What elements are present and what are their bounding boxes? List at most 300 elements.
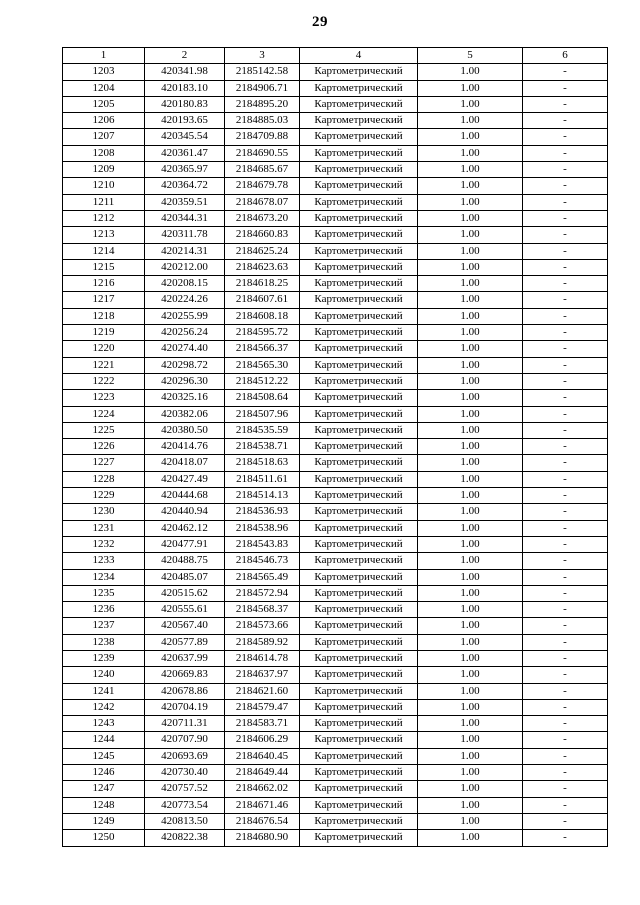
point-number-cell: 1213 bbox=[63, 227, 145, 243]
x-coordinate-cell: 420180.83 bbox=[145, 96, 225, 112]
table-row bbox=[63, 683, 608, 699]
y-coordinate-cell: 2184512.22 bbox=[225, 373, 300, 389]
accuracy-cell: 1.00 bbox=[418, 797, 523, 813]
method-cell: Картометрический bbox=[300, 618, 418, 634]
x-coordinate-cell: 420444.68 bbox=[145, 488, 225, 504]
header-row bbox=[63, 48, 608, 64]
x-coordinate-cell: 420208.15 bbox=[145, 276, 225, 292]
y-coordinate-cell: 2184589.92 bbox=[225, 634, 300, 650]
accuracy-cell: 1.00 bbox=[418, 373, 523, 389]
method-cell: Картометрический bbox=[300, 308, 418, 324]
table-row bbox=[63, 781, 608, 797]
x-coordinate-cell: 420345.54 bbox=[145, 129, 225, 145]
accuracy-cell: 1.00 bbox=[418, 178, 523, 194]
method-cell: Картометрический bbox=[300, 569, 418, 585]
y-coordinate-cell: 2184640.45 bbox=[225, 748, 300, 764]
method-cell: Картометрический bbox=[300, 96, 418, 112]
y-coordinate-cell: 2184906.71 bbox=[225, 80, 300, 96]
table-row bbox=[63, 292, 608, 308]
point-number-cell: 1205 bbox=[63, 96, 145, 112]
x-coordinate-cell: 420567.40 bbox=[145, 618, 225, 634]
point-number-cell: 1212 bbox=[63, 210, 145, 226]
y-coordinate-cell: 2184566.37 bbox=[225, 341, 300, 357]
point-number-cell: 1233 bbox=[63, 553, 145, 569]
accuracy-cell: 1.00 bbox=[418, 471, 523, 487]
y-coordinate-cell: 2184538.71 bbox=[225, 439, 300, 455]
description-cell: - bbox=[523, 716, 608, 732]
y-coordinate-cell: 2184536.93 bbox=[225, 504, 300, 520]
method-cell: Картометрический bbox=[300, 650, 418, 666]
table-row bbox=[63, 667, 608, 683]
y-coordinate-cell: 2184895.20 bbox=[225, 96, 300, 112]
y-coordinate-cell: 2184546.73 bbox=[225, 553, 300, 569]
y-coordinate-cell: 2184649.44 bbox=[225, 765, 300, 781]
accuracy-cell: 1.00 bbox=[418, 618, 523, 634]
description-cell: - bbox=[523, 797, 608, 813]
y-coordinate-cell: 2184538.96 bbox=[225, 520, 300, 536]
table-row bbox=[63, 129, 608, 145]
y-coordinate-cell: 2184621.60 bbox=[225, 683, 300, 699]
accuracy-cell: 1.00 bbox=[418, 325, 523, 341]
description-cell: - bbox=[523, 113, 608, 129]
point-number-cell: 1246 bbox=[63, 765, 145, 781]
point-number-cell: 1221 bbox=[63, 357, 145, 373]
point-number-cell: 1238 bbox=[63, 634, 145, 650]
accuracy-cell: 1.00 bbox=[418, 341, 523, 357]
method-cell: Картометрический bbox=[300, 162, 418, 178]
accuracy-cell: 1.00 bbox=[418, 585, 523, 601]
x-coordinate-cell: 420730.40 bbox=[145, 765, 225, 781]
table-row bbox=[63, 113, 608, 129]
point-number-cell: 1229 bbox=[63, 488, 145, 504]
x-coordinate-cell: 420382.06 bbox=[145, 406, 225, 422]
y-coordinate-cell: 2184565.30 bbox=[225, 357, 300, 373]
y-coordinate-cell: 2184595.72 bbox=[225, 325, 300, 341]
accuracy-cell: 1.00 bbox=[418, 276, 523, 292]
method-cell: Картометрический bbox=[300, 341, 418, 357]
accuracy-cell: 1.00 bbox=[418, 455, 523, 471]
method-cell: Картометрический bbox=[300, 373, 418, 389]
method-cell: Картометрический bbox=[300, 259, 418, 275]
table-row bbox=[63, 830, 608, 846]
table-row bbox=[63, 471, 608, 487]
table-row bbox=[63, 504, 608, 520]
accuracy-cell: 1.00 bbox=[418, 194, 523, 210]
table-row bbox=[63, 585, 608, 601]
accuracy-cell: 1.00 bbox=[418, 227, 523, 243]
method-cell: Картометрический bbox=[300, 227, 418, 243]
description-cell: - bbox=[523, 308, 608, 324]
description-cell: - bbox=[523, 292, 608, 308]
y-coordinate-cell: 2184625.24 bbox=[225, 243, 300, 259]
accuracy-cell: 1.00 bbox=[418, 210, 523, 226]
description-cell: - bbox=[523, 406, 608, 422]
accuracy-cell: 1.00 bbox=[418, 716, 523, 732]
y-coordinate-cell: 2184572.94 bbox=[225, 585, 300, 601]
x-coordinate-cell: 420757.52 bbox=[145, 781, 225, 797]
point-number-cell: 1232 bbox=[63, 536, 145, 552]
table-row bbox=[63, 227, 608, 243]
y-coordinate-cell: 2184583.71 bbox=[225, 716, 300, 732]
accuracy-cell: 1.00 bbox=[418, 781, 523, 797]
description-cell: - bbox=[523, 325, 608, 341]
method-cell: Картометрический bbox=[300, 80, 418, 96]
point-number-cell: 1206 bbox=[63, 113, 145, 129]
table-row bbox=[63, 732, 608, 748]
description-cell: - bbox=[523, 145, 608, 161]
method-cell: Картометрический bbox=[300, 797, 418, 813]
method-cell: Картометрический bbox=[300, 699, 418, 715]
description-cell: - bbox=[523, 373, 608, 389]
method-cell: Картометрический bbox=[300, 439, 418, 455]
description-cell: - bbox=[523, 569, 608, 585]
point-number-cell: 1211 bbox=[63, 194, 145, 210]
y-coordinate-cell: 2184671.46 bbox=[225, 797, 300, 813]
method-cell: Картометрический bbox=[300, 129, 418, 145]
point-number-cell: 1230 bbox=[63, 504, 145, 520]
table-row bbox=[63, 488, 608, 504]
point-number-cell: 1203 bbox=[63, 64, 145, 80]
table-row bbox=[63, 813, 608, 829]
accuracy-cell: 1.00 bbox=[418, 259, 523, 275]
description-cell: - bbox=[523, 178, 608, 194]
table-row bbox=[63, 308, 608, 324]
table-row bbox=[63, 569, 608, 585]
y-coordinate-cell: 2184507.96 bbox=[225, 406, 300, 422]
table-row bbox=[63, 357, 608, 373]
x-coordinate-cell: 420637.99 bbox=[145, 650, 225, 666]
x-coordinate-cell: 420704.19 bbox=[145, 699, 225, 715]
x-coordinate-cell: 420214.31 bbox=[145, 243, 225, 259]
point-number-cell: 1208 bbox=[63, 145, 145, 161]
x-coordinate-cell: 420822.38 bbox=[145, 830, 225, 846]
column-header-3: 3 bbox=[225, 48, 300, 64]
point-number-cell: 1228 bbox=[63, 471, 145, 487]
method-cell: Картометрический bbox=[300, 634, 418, 650]
accuracy-cell: 1.00 bbox=[418, 129, 523, 145]
table-row bbox=[63, 341, 608, 357]
table-row bbox=[63, 439, 608, 455]
y-coordinate-cell: 2184618.25 bbox=[225, 276, 300, 292]
description-cell: - bbox=[523, 471, 608, 487]
accuracy-cell: 1.00 bbox=[418, 113, 523, 129]
method-cell: Картометрический bbox=[300, 504, 418, 520]
point-number-cell: 1220 bbox=[63, 341, 145, 357]
x-coordinate-cell: 420418.07 bbox=[145, 455, 225, 471]
method-cell: Картометрический bbox=[300, 488, 418, 504]
accuracy-cell: 1.00 bbox=[418, 683, 523, 699]
table-row bbox=[63, 325, 608, 341]
y-coordinate-cell: 2185142.58 bbox=[225, 64, 300, 80]
point-number-cell: 1248 bbox=[63, 797, 145, 813]
y-coordinate-cell: 2184685.67 bbox=[225, 162, 300, 178]
table-row bbox=[63, 390, 608, 406]
x-coordinate-cell: 420311.78 bbox=[145, 227, 225, 243]
accuracy-cell: 1.00 bbox=[418, 308, 523, 324]
table-row bbox=[63, 276, 608, 292]
method-cell: Картометрический bbox=[300, 813, 418, 829]
x-coordinate-cell: 420380.50 bbox=[145, 422, 225, 438]
description-cell: - bbox=[523, 439, 608, 455]
x-coordinate-cell: 420440.94 bbox=[145, 504, 225, 520]
accuracy-cell: 1.00 bbox=[418, 488, 523, 504]
description-cell: - bbox=[523, 455, 608, 471]
method-cell: Картометрический bbox=[300, 732, 418, 748]
y-coordinate-cell: 2184623.63 bbox=[225, 259, 300, 275]
table-row bbox=[63, 194, 608, 210]
method-cell: Картометрический bbox=[300, 553, 418, 569]
accuracy-cell: 1.00 bbox=[418, 813, 523, 829]
table-header bbox=[63, 48, 608, 64]
table-row bbox=[63, 178, 608, 194]
x-coordinate-cell: 420707.90 bbox=[145, 732, 225, 748]
description-cell: - bbox=[523, 276, 608, 292]
description-cell: - bbox=[523, 699, 608, 715]
y-coordinate-cell: 2184535.59 bbox=[225, 422, 300, 438]
table-row bbox=[63, 96, 608, 112]
y-coordinate-cell: 2184511.61 bbox=[225, 471, 300, 487]
x-coordinate-cell: 420693.69 bbox=[145, 748, 225, 764]
y-coordinate-cell: 2184568.37 bbox=[225, 602, 300, 618]
x-coordinate-cell: 420427.49 bbox=[145, 471, 225, 487]
point-number-cell: 1236 bbox=[63, 602, 145, 618]
column-header-5: 5 bbox=[418, 48, 523, 64]
point-number-cell: 1247 bbox=[63, 781, 145, 797]
point-number-cell: 1222 bbox=[63, 373, 145, 389]
x-coordinate-cell: 420555.61 bbox=[145, 602, 225, 618]
x-coordinate-cell: 420274.40 bbox=[145, 341, 225, 357]
table-body bbox=[63, 64, 608, 846]
table-row bbox=[63, 797, 608, 813]
y-coordinate-cell: 2184579.47 bbox=[225, 699, 300, 715]
point-number-cell: 1239 bbox=[63, 650, 145, 666]
method-cell: Картометрический bbox=[300, 406, 418, 422]
description-cell: - bbox=[523, 390, 608, 406]
accuracy-cell: 1.00 bbox=[418, 80, 523, 96]
table-row bbox=[63, 406, 608, 422]
method-cell: Картометрический bbox=[300, 765, 418, 781]
method-cell: Картометрический bbox=[300, 536, 418, 552]
point-number-cell: 1242 bbox=[63, 699, 145, 715]
table-row bbox=[63, 536, 608, 552]
point-number-cell: 1241 bbox=[63, 683, 145, 699]
description-cell: - bbox=[523, 341, 608, 357]
y-coordinate-cell: 2184607.61 bbox=[225, 292, 300, 308]
accuracy-cell: 1.00 bbox=[418, 504, 523, 520]
table-row bbox=[63, 634, 608, 650]
method-cell: Картометрический bbox=[300, 292, 418, 308]
accuracy-cell: 1.00 bbox=[418, 64, 523, 80]
point-number-cell: 1225 bbox=[63, 422, 145, 438]
accuracy-cell: 1.00 bbox=[418, 634, 523, 650]
x-coordinate-cell: 420365.97 bbox=[145, 162, 225, 178]
y-coordinate-cell: 2184680.90 bbox=[225, 830, 300, 846]
x-coordinate-cell: 420477.91 bbox=[145, 536, 225, 552]
accuracy-cell: 1.00 bbox=[418, 650, 523, 666]
x-coordinate-cell: 420364.72 bbox=[145, 178, 225, 194]
accuracy-cell: 1.00 bbox=[418, 569, 523, 585]
y-coordinate-cell: 2184678.07 bbox=[225, 194, 300, 210]
description-cell: - bbox=[523, 129, 608, 145]
table-row bbox=[63, 145, 608, 161]
table-row bbox=[63, 210, 608, 226]
x-coordinate-cell: 420515.62 bbox=[145, 585, 225, 601]
method-cell: Картометрический bbox=[300, 194, 418, 210]
description-cell: - bbox=[523, 210, 608, 226]
table-row bbox=[63, 373, 608, 389]
y-coordinate-cell: 2184709.88 bbox=[225, 129, 300, 145]
y-coordinate-cell: 2184606.29 bbox=[225, 732, 300, 748]
accuracy-cell: 1.00 bbox=[418, 830, 523, 846]
method-cell: Картометрический bbox=[300, 178, 418, 194]
method-cell: Картометрический bbox=[300, 585, 418, 601]
accuracy-cell: 1.00 bbox=[418, 406, 523, 422]
description-cell: - bbox=[523, 488, 608, 504]
method-cell: Картометрический bbox=[300, 357, 418, 373]
y-coordinate-cell: 2184608.18 bbox=[225, 308, 300, 324]
table-row bbox=[63, 422, 608, 438]
accuracy-cell: 1.00 bbox=[418, 520, 523, 536]
x-coordinate-cell: 420341.98 bbox=[145, 64, 225, 80]
x-coordinate-cell: 420414.76 bbox=[145, 439, 225, 455]
method-cell: Картометрический bbox=[300, 683, 418, 699]
accuracy-cell: 1.00 bbox=[418, 390, 523, 406]
description-cell: - bbox=[523, 813, 608, 829]
x-coordinate-cell: 420183.10 bbox=[145, 80, 225, 96]
y-coordinate-cell: 2184514.13 bbox=[225, 488, 300, 504]
table-row bbox=[63, 748, 608, 764]
y-coordinate-cell: 2184676.54 bbox=[225, 813, 300, 829]
table-row bbox=[63, 520, 608, 536]
y-coordinate-cell: 2184565.49 bbox=[225, 569, 300, 585]
point-number-cell: 1249 bbox=[63, 813, 145, 829]
description-cell: - bbox=[523, 618, 608, 634]
x-coordinate-cell: 420678.86 bbox=[145, 683, 225, 699]
accuracy-cell: 1.00 bbox=[418, 162, 523, 178]
description-cell: - bbox=[523, 194, 608, 210]
description-cell: - bbox=[523, 732, 608, 748]
y-coordinate-cell: 2184637.97 bbox=[225, 667, 300, 683]
method-cell: Картометрический bbox=[300, 145, 418, 161]
accuracy-cell: 1.00 bbox=[418, 553, 523, 569]
x-coordinate-cell: 420813.50 bbox=[145, 813, 225, 829]
x-coordinate-cell: 420344.31 bbox=[145, 210, 225, 226]
x-coordinate-cell: 420325.16 bbox=[145, 390, 225, 406]
description-cell: - bbox=[523, 553, 608, 569]
x-coordinate-cell: 420485.07 bbox=[145, 569, 225, 585]
accuracy-cell: 1.00 bbox=[418, 357, 523, 373]
description-cell: - bbox=[523, 683, 608, 699]
description-cell: - bbox=[523, 634, 608, 650]
column-header-6: 6 bbox=[523, 48, 608, 64]
accuracy-cell: 1.00 bbox=[418, 667, 523, 683]
accuracy-cell: 1.00 bbox=[418, 536, 523, 552]
accuracy-cell: 1.00 bbox=[418, 145, 523, 161]
column-header-1: 1 bbox=[63, 48, 145, 64]
description-cell: - bbox=[523, 585, 608, 601]
method-cell: Картометрический bbox=[300, 667, 418, 683]
description-cell: - bbox=[523, 748, 608, 764]
description-cell: - bbox=[523, 765, 608, 781]
accuracy-cell: 1.00 bbox=[418, 602, 523, 618]
description-cell: - bbox=[523, 520, 608, 536]
table-row bbox=[63, 455, 608, 471]
table-row bbox=[63, 716, 608, 732]
y-coordinate-cell: 2184673.20 bbox=[225, 210, 300, 226]
x-coordinate-cell: 420255.99 bbox=[145, 308, 225, 324]
x-coordinate-cell: 420577.89 bbox=[145, 634, 225, 650]
point-number-cell: 1224 bbox=[63, 406, 145, 422]
table-row bbox=[63, 765, 608, 781]
table-row bbox=[63, 650, 608, 666]
method-cell: Картометрический bbox=[300, 64, 418, 80]
description-cell: - bbox=[523, 830, 608, 846]
x-coordinate-cell: 420212.00 bbox=[145, 259, 225, 275]
y-coordinate-cell: 2184543.83 bbox=[225, 536, 300, 552]
method-cell: Картометрический bbox=[300, 390, 418, 406]
accuracy-cell: 1.00 bbox=[418, 699, 523, 715]
description-cell: - bbox=[523, 357, 608, 373]
point-number-cell: 1240 bbox=[63, 667, 145, 683]
x-coordinate-cell: 420193.65 bbox=[145, 113, 225, 129]
method-cell: Картометрический bbox=[300, 113, 418, 129]
description-cell: - bbox=[523, 162, 608, 178]
x-coordinate-cell: 420669.83 bbox=[145, 667, 225, 683]
method-cell: Картометрический bbox=[300, 455, 418, 471]
table-row bbox=[63, 618, 608, 634]
accuracy-cell: 1.00 bbox=[418, 439, 523, 455]
accuracy-cell: 1.00 bbox=[418, 748, 523, 764]
y-coordinate-cell: 2184614.78 bbox=[225, 650, 300, 666]
accuracy-cell: 1.00 bbox=[418, 292, 523, 308]
method-cell: Картометрический bbox=[300, 243, 418, 259]
description-cell: - bbox=[523, 602, 608, 618]
point-number-cell: 1226 bbox=[63, 439, 145, 455]
table-row bbox=[63, 64, 608, 80]
table-row bbox=[63, 243, 608, 259]
y-coordinate-cell: 2184662.02 bbox=[225, 781, 300, 797]
point-number-cell: 1237 bbox=[63, 618, 145, 634]
y-coordinate-cell: 2184690.55 bbox=[225, 145, 300, 161]
x-coordinate-cell: 420488.75 bbox=[145, 553, 225, 569]
table-row bbox=[63, 80, 608, 96]
description-cell: - bbox=[523, 650, 608, 666]
point-number-cell: 1214 bbox=[63, 243, 145, 259]
method-cell: Картометрический bbox=[300, 422, 418, 438]
description-cell: - bbox=[523, 504, 608, 520]
table-row bbox=[63, 162, 608, 178]
method-cell: Картометрический bbox=[300, 471, 418, 487]
y-coordinate-cell: 2184660.83 bbox=[225, 227, 300, 243]
method-cell: Картометрический bbox=[300, 325, 418, 341]
y-coordinate-cell: 2184679.78 bbox=[225, 178, 300, 194]
accuracy-cell: 1.00 bbox=[418, 243, 523, 259]
point-number-cell: 1227 bbox=[63, 455, 145, 471]
description-cell: - bbox=[523, 64, 608, 80]
y-coordinate-cell: 2184518.63 bbox=[225, 455, 300, 471]
column-header-2: 2 bbox=[145, 48, 225, 64]
point-number-cell: 1219 bbox=[63, 325, 145, 341]
description-cell: - bbox=[523, 422, 608, 438]
method-cell: Картометрический bbox=[300, 276, 418, 292]
x-coordinate-cell: 420224.26 bbox=[145, 292, 225, 308]
description-cell: - bbox=[523, 667, 608, 683]
point-number-cell: 1217 bbox=[63, 292, 145, 308]
point-number-cell: 1235 bbox=[63, 585, 145, 601]
x-coordinate-cell: 420296.30 bbox=[145, 373, 225, 389]
table-row bbox=[63, 553, 608, 569]
point-number-cell: 1250 bbox=[63, 830, 145, 846]
